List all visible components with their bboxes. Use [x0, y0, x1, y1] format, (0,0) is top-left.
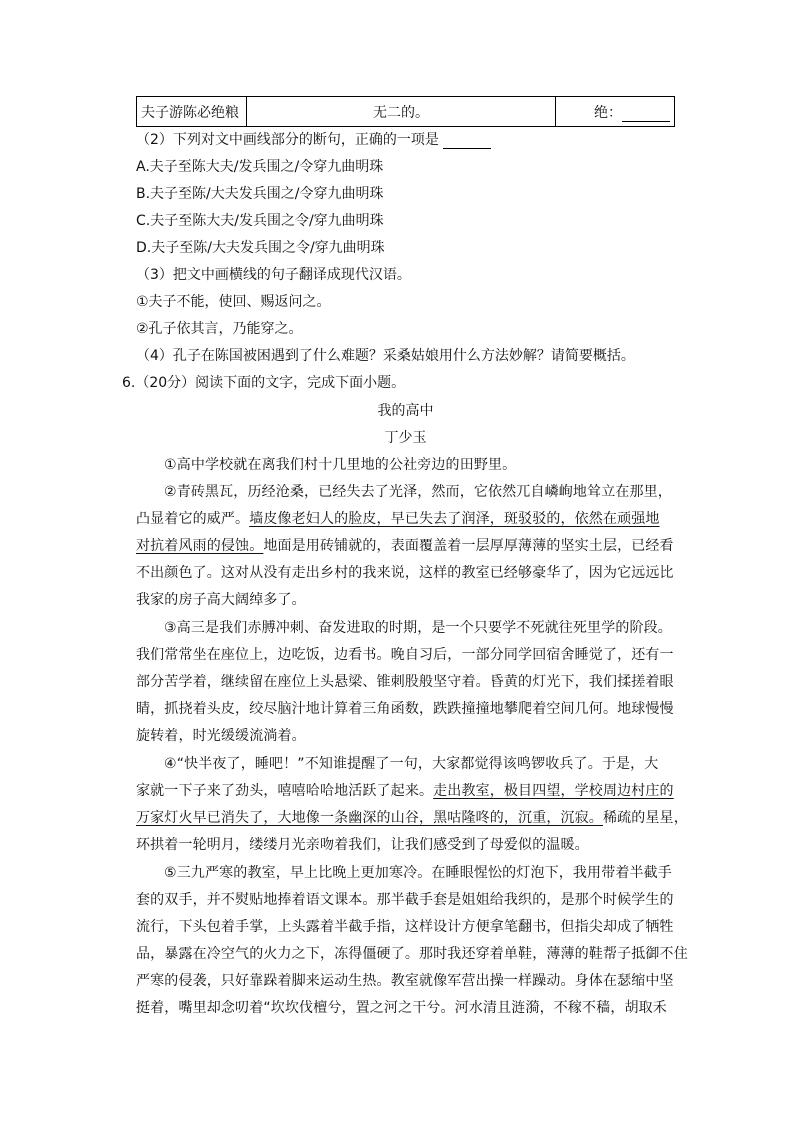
underlined-sentence: 对抗着风雨的侵蚀。 [136, 538, 264, 554]
answer-blank [622, 107, 670, 122]
paragraph-5-line: 套的双手，并不熨贴地捧着语文课本。那半截手套是姐姐给我织的，是那个时候学生的 [136, 892, 674, 908]
question-4-stem: （4）孔子在陈国被困遇到了什么难题？采桑姑娘用什么方法妙解？请简要概括。 [136, 348, 635, 364]
option-a: A.夫子至陈大夫/发兵围之/令穿九曲明珠 [136, 159, 384, 175]
table-cell-middle: 无二的。 [247, 97, 556, 127]
answer-label: 绝： [594, 104, 622, 121]
question-6-stem: 6.（20分）阅读下面的文字，完成下面小题。 [122, 375, 406, 391]
article-title: 我的高中 [377, 403, 434, 419]
paragraph-5-line: 严寒的侵袭，只好靠跺着脚来运动生热。教室就像军营出操一样躁动。身体在瑟缩中坚 [136, 973, 674, 989]
paragraph-5-line: ⑤三九严寒的教室，早上比晚上更加寒冷。在睡眼惺忪的灯泡下，我用带着半截手 [164, 865, 672, 881]
underlined-sentence: 走出教室，极目四望，学校周边村庄的 [433, 783, 674, 799]
question-3-sentence-1: ①夫子不能，使回、赐返问之。 [136, 294, 331, 310]
paragraph-4-line: ④“快半夜了，睡吧！”不知谁提醒了一句，大家都觉得该鸣锣收兵了。于是，大 [164, 756, 659, 772]
paragraph-4-line: 环拱着一轮明月，缕缕月光亲吻着我们，让我们感受到了母爱似的温暖。 [136, 837, 589, 853]
option-b: B.夫子至陈/大夫发兵围之/令穿九曲明珠 [136, 186, 384, 202]
paragraph-5-line: 品，暴露在冷空气的火力之下，冻得僵硬了。那时我还穿着单鞋，薄薄的鞋帮子抵御不住 [136, 946, 688, 962]
question-2-text: （2）下列对文中画线部分的断句，正确的一项是 [136, 132, 439, 148]
paragraph-4-line: 万家灯火早已消失了，大地像一条幽深的山谷，黑咕隆咚的，沉重，沉寂。稀疏的星星， [136, 810, 688, 826]
paragraph-2-line: 凸显着它的威严。墙皮像老妇人的脸皮，早已失去了润泽，斑驳驳的，依然在顽强地 [136, 511, 660, 527]
answer-table [136, 96, 675, 127]
paragraph-1: ①高中学校就在离我们村十几里地的公社旁边的田野里。 [164, 457, 517, 473]
paragraph-2-line: 我家的房子高大阔绰多了。 [136, 592, 306, 608]
option-c: C.夫子至陈大夫/发兵围之令/穿九曲明珠 [136, 213, 384, 229]
paragraph-3-line: 我们常常坐在座位上，边吃饭，边看书。晚自习后，一部分同学回宿舍睡觉了，还有一 [136, 647, 674, 663]
paragraph-3-line: 旋转着，时光缓缓流淌着。 [136, 728, 306, 744]
paragraph-4-line: 家就一下子来了劲头，嘻嘻哈哈地活跃了起来。走出教室，极目四望，学校周边村庄的 [136, 783, 674, 799]
underlined-sentence: 万家灯火早已消失了，大地像一条幽深的山谷，黑咕隆咚的，沉重，沉寂。 [136, 810, 603, 826]
question-3-sentence-2: ②孔子依其言，乃能穿之。 [136, 321, 303, 337]
paragraph-2-line: 对抗着风雨的侵蚀。地面是用砖铺就的，表面覆盖着一层厚厚薄薄的坚实土层，已经看 [136, 538, 674, 554]
paragraph-5-line: 流行，下头包着手掌，上头露着半截手指，这样设计方便拿笔翻书，但指尖却成了牺牲 [136, 919, 674, 935]
question-2-stem [136, 129, 681, 149]
paragraph-3-line: 部分苦学着，继续留在座位上头悬梁、锥刺股般坚守着。昏黄的灯光下，我们揉搓着眼 [136, 674, 674, 690]
table-cell-title: 夫子游陈必绝粮 [137, 97, 247, 127]
option-d: D.夫子至陈/大夫发兵围之令/穿九曲明珠 [136, 240, 385, 256]
table-row [137, 97, 675, 127]
paragraph-3-line: 睛，抓挠着头皮，绞尽脑汁地计算着三角函数，跌跌撞撞地攀爬着空间几何。地球慢慢 [136, 701, 674, 717]
paragraph-2-line: ②青砖黑瓦，历经沧桑，已经失去了光泽，然而，它依然兀自嶙峋地耸立在那里， [164, 484, 672, 500]
paragraph-3-line: ③高三是我们赤膊冲刺、奋发进取的时期，是一个只要学不死就往死里学的阶段。 [164, 620, 672, 636]
question-3-stem: （3）把文中画横线的句子翻译成现代汉语。 [136, 267, 411, 283]
paragraph-5-line: 挺着，嘴里却念叨着“坎坎伐檀兮，置之河之干兮。河水清且涟漪，不稼不穑，胡取禾 [136, 1000, 667, 1016]
table-cell-answer [556, 97, 675, 127]
article-author: 丁少玉 [384, 430, 427, 446]
question-2-blank [443, 136, 491, 149]
underlined-sentence: 墙皮像老妇人的脸皮，早已失去了润泽，斑驳驳的，依然在顽强地 [249, 511, 660, 527]
paragraph-2-line: 不出颜色了。这对从没有走出乡村的我来说，这样的教室已经够豪华了，因为它远远比 [136, 565, 674, 581]
